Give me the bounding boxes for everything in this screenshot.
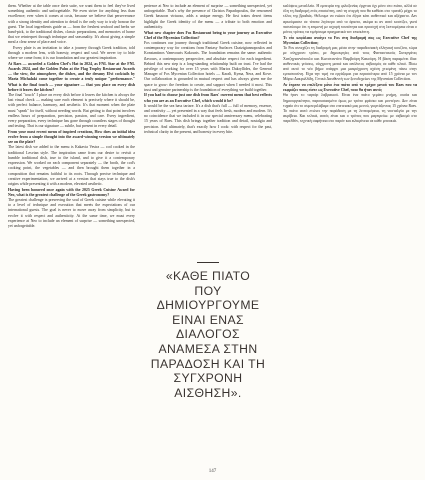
pull-quote-line: ΔΙΑΛΟΓΟΣ (176, 327, 240, 342)
pull-quote-line: ΑΙΣΘΗΣΗ». (174, 385, 242, 400)
interview-question: Having been honored once again with the 2025 Greek Cuisine Award for Neo, what is the greatest challenge of the Greek gastronomy? (8, 187, 135, 197)
interview-question: If you had to choose just one dish from Raes' current menu that best reflects who you are as an Executive Chef, which would it be? (144, 93, 272, 103)
body-paragraph: καλύψεις μεταλλείο. Η εμπειρία της φιλοξενίας έρχεται όχι μόνο στο πιάτο, αλλά σε όλη τη διαδρομή ενός επισκέπτη, από τη στιγμή που θα καθίσει στο τραπέζι μέχρι το τέλος της βραδιάς. Θέλουμε να νιώσει ότι έζησε κάτι αυθεντικό και αξέχαστο. Δεν αρκούμαστε σε τίποτα λιγότερο από το άριστο, ακόμα κι αν αυτό κοστίζει, γιατί πιστεύουμε ότι η επιμονή με ισχυρή ταυτότητα και προσοχή στη λεπτομέρεια είναι ο μόνος τρόπος να τιμήσουμε πραγματικά τον επισκέπτη. (283, 4, 417, 35)
pull-quote-line: ΠΟΥ (194, 283, 222, 298)
interview-question: What new chapter does Fos Restaurant bring to your journey as Executive Chef of the Mycenian Collection? (144, 30, 272, 40)
interview-answer: The final "touch" I place on every dish before it leaves the kitchen is always the last visual check — making sure each element is precisely where it should be, with perfect balance, harmony, and aesthetic. It's that moment when the plate must "speak" for itself, without needing words. But getting to that point involves endless hours of preparation, precision, passion, and care. Every ingredient, every preparation, every technique has gone through countless stages of thought and testing. That is our signature — subtle, but present in every detail. (8, 92, 135, 129)
pull-quote-line: ΔΗΜΙΟΥΡΓΟΥΜΕ (156, 298, 260, 313)
body-paragraph: them. Whether at the table once their suite, we want them to feel they've lived something authentic and unforgettable. We even strive for anything less than excellence; ever when it comes at costs, because we believe that perseverance with a strong identity and attention to detail is the only way to truly honour the guest. The local ingredients guide us — from the freshest seafood and herbs we hand-pick, to the traditional dishes, classic preparations, and memories of home that we reinterpret through technique and seasonality. It's about giving a simple meal a clear sense of place and voice. (8, 4, 135, 45)
interview-answer: The latest dish we added to the menu is Kakavia Vestra — cod cooked in the traditional Lesvian style. The inspiration came from our desire to revisit a humble traditional dish, true to the island, and to give it a contemporary expression. We worked on each component separately — the broth, the cod's cooking point, the vegetables — and then brought them together in a composition that remains faithful to its roots. Through precise technique and creative experimentation, we arrived at a version that stays true to the dish's origins while presenting it with a modern, elevated aesthetic. (8, 145, 135, 186)
pull-quote-line: ΑΝΑΜΕΣΑ ΣΤΗΝ (158, 341, 258, 356)
interview-answer: Θα ήταν το ταρτάρ λαβρακιού. Είναι ένα πιάτο γεμάτο μνήμη, ουσία και δημιουργικότητα, παρουσιασμένο όμως με τρόπο φρέσκο και μοντέρνο. Δεν είναι τυχαίο ότι το συμπεριλάβαμε στο επετειακό μας μενού, γιορτάζοντας 15 χρόνια Raes. Το πιάτο αυτό ενώνει την παράδοση με τη λεπτομέρεια, τη νοσταλγία με την ακρίβεια. Και τελικά, αυτός είναι και ο τρόπος που μαγειρεύω: με σεβασμό στο παρελθόν, τεχνική σαφήνεια στο παρόν και ειλικρίνεια σε κάθε μπουκιά. (283, 93, 417, 124)
article-column-right (283, 4, 417, 466)
interview-question: Τι νέο κεφάλαιο ανοίγει το Fos στη διαδρομή σας ως Executive Chef της Mycenian Collection; (283, 35, 417, 45)
page-number: 147 (208, 469, 217, 474)
article-column-middle (144, 4, 272, 256)
interview-question: Αν έπρεπε να επιλέξετε μόνο ένα πιάτο από το τρέχον μενού του Raes που να εκφράζει ποιος είστε ως Executive Chef, ποιο θα ήταν αυτό; (283, 83, 417, 93)
pull-quote-rule (197, 262, 219, 263)
interview-answer: It would be the sea bass tartare. It's a dish that's full — full of memory, essence, and creativity — yet presented in a way that feels fresh, modern and modern. It's no coincidence that we included it in our special anniversary menu, celebrating 15 years of Raes. This dish brings together tradition and detail, nostalgia and precision. And ultimately, that's exactly how I cook: with respect for the past, technical clarity in the present, and honesty in every bite. (144, 103, 272, 134)
interview-question: From your most recent menu of inspired creations, How does an initial idea evolve from a simple thought into the award-winning version we ultimately see on the plate? (8, 129, 135, 145)
pull-quote (148, 262, 268, 400)
pull-quote-line: ΣΥΓΧΡΟΝΗ (173, 371, 243, 386)
pull-quote-line: ΕΙΝΑΙ ΕΝΑΣ (172, 312, 244, 327)
pull-quote-line: «ΚΑΘΕ ΠΙΑΤΟ (165, 269, 251, 283)
interview-question: At Raes — awarded a Golden Chef's Hat in 2024, as FNL Star at the FNL Awards 2024, and the Golden Palm at the Flag Trophy Restaurant Awards — the view, the atmosphere, the dishes, and the dreamy Elvi cocktails by Maria Michalaki come together to create a truly unique "performance." What is the final touch — your signature — that you place on every dish before it leaves the kitchen? (8, 61, 135, 92)
article-column-left (8, 4, 135, 466)
interview-answer: Fos continues our journey through traditional Greek cuisine, now reflected in contemporary way for creations from Fantasy Surfaces Chatzigiannopoulos and Konstantinos Vamvouris Kakouris. The foundation remains the same: authentic flavours, a contemporary perspective, and absolute respect for each ingredient. Behind this new step is a long-standing relationship built on trust. I've had the privilege of working for over 15 years with Marios Dakryllides, the General Manager of Fos Mycenian Collection hotels — Karali, Kyma, Nera, and Kove. Our collaboration is grounded in mutual respect and has always given me the space to grow: the freedom to create, and support when I needed it most. This trust and genuine partnership is the foundation of everything we build together. (144, 40, 272, 92)
interview-answer: The greatest challenge is preserving the soul of Greek cuisine while elevating it to a level of technique and execution that meets the expectations of our international guests. The goal is never to move away from simplicity, but to evolve it with respect and authenticity. At the same time, we must every experience at Neo to include an element of surprise — something unexpected, yet unforgettable. (8, 198, 135, 229)
body-paragraph: Every plate is an invitation to take a journey through Greek tradition, told through a modern lens, with honesty, respect and soul. We never try to hide where we come from; it is our foundation and our greatest inspiration. (8, 45, 135, 61)
interview-answer: Το Fos συνεχίζει τη διαδρομή μας μέσα στην παραδοσιακή ελληνική κουζίνα, τώρα με σύγχρονο τρόπο, με δημιουργίες από τους Φανταστικούς Συνεργάτες Χατζηγιαννόπουλο και Κωνσταντίνο Βαμβούρη Κακούρη. Η βάση παραμένει ίδια: αυθεντικές γεύσεις, σύγχρονη ματιά και απόλυτος σεβασμός σε κάθε υλικό. Πίσω από αυτό το νέο βήμα υπάρχει μια μακρόχρονη σχέση χτισμένη πάνω στην εμπιστοσύνη. Είχα την τιμή να εργάζομαι για περισσότερα από 15 χρόνια με τον Μάριο Δακρυλλίδη, Γενικό Διευθυντή των ξενοδοχείων της Mycenian Collection. (283, 46, 417, 82)
pull-quote-line: ΠΑΡΑΔΟΣΗ ΚΑΙ ΤΗ (150, 356, 266, 371)
body-paragraph: perience at Neo to include an element of surprise — something unexpected, yet unforgettable. That's why the presence of Christos Papadopoulos, the renowned Greek bassoon virtuoso, adds a unique energy. He first trains desert items highlight the Greek identity of the menu — a tribute to both emotion and authenticity. (144, 4, 272, 29)
